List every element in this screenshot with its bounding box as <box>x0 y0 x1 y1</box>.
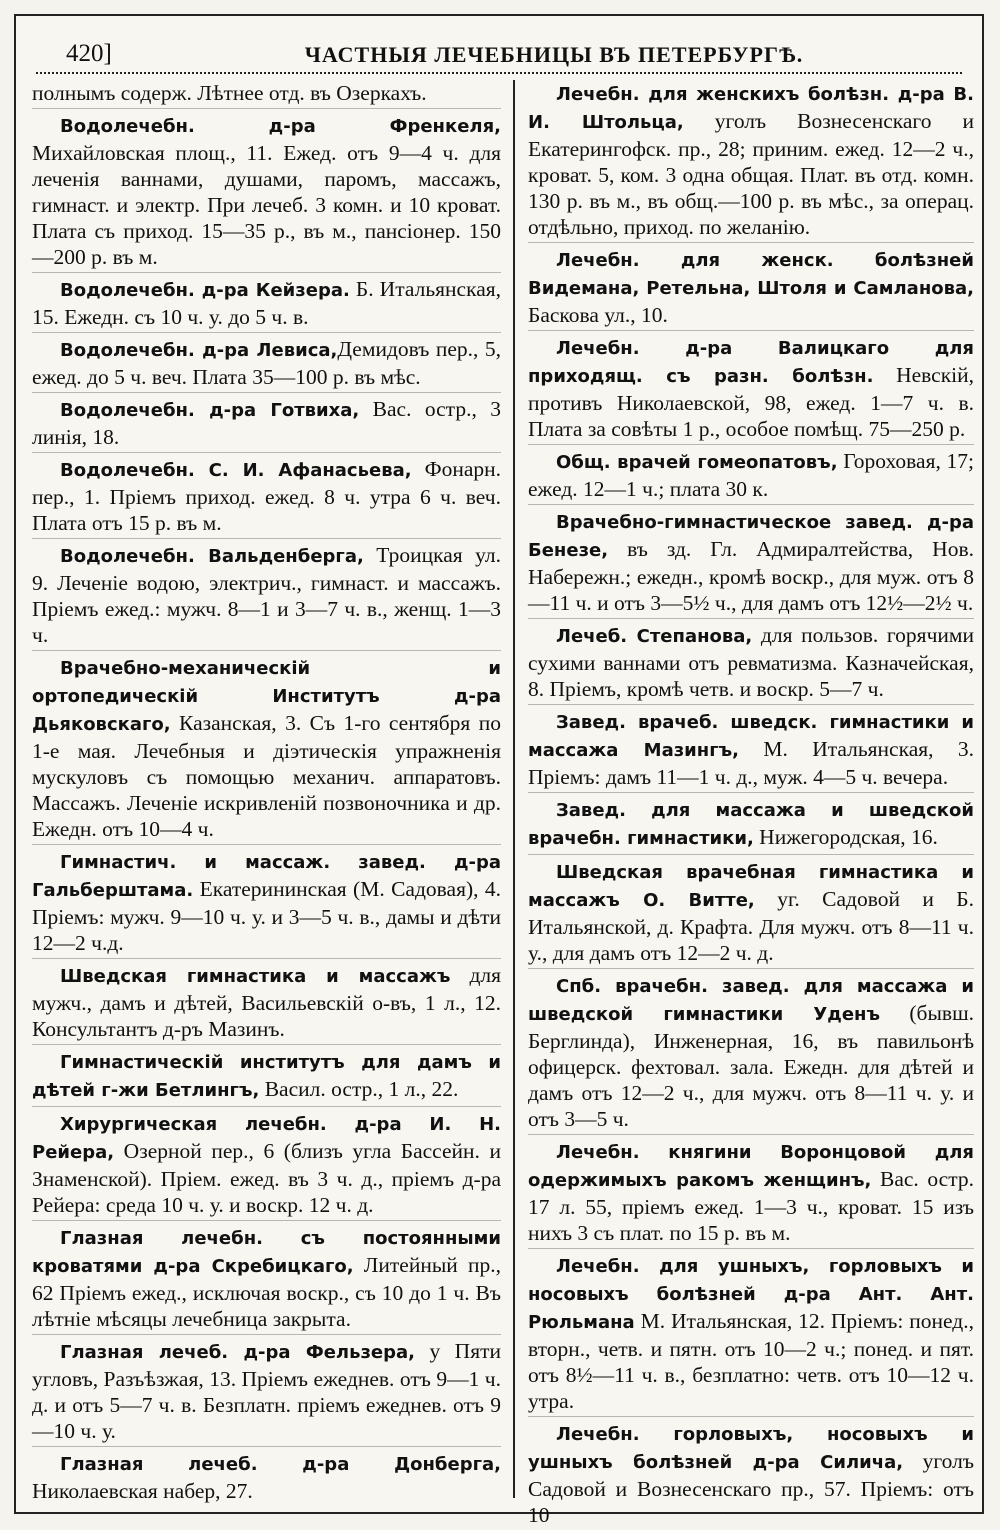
clinic-name: Лечебн. княгини Воронцовой для одержимыхъ ракомъ женщинъ, <box>528 1142 974 1191</box>
clinic-name: Водолечебн. д-ра Френкеля, <box>60 116 501 137</box>
listing-entry <box>528 972 974 1135</box>
clinic-details: Нижегородская, 16. <box>753 825 938 849</box>
clinic-details: для мужч., дамъ и дѣтей, Васильевскій о-въ, 1 л., 12. Консультантъ д-ръ Мазинъ. <box>32 963 501 1041</box>
listing-entry <box>528 334 974 445</box>
clinic-details: Невскій, противъ Николаевской, 98, ежед. 1—7 ч. в. Плата за совѣты 1 р., особое помѣщ. 75—250 р. <box>528 363 975 441</box>
clinic-name: Водолечебн. д-ра Кейзера. <box>60 280 350 301</box>
listing-entry <box>32 1224 501 1335</box>
clinic-name: Лечебн. для женскихъ болѣзн. д-ра В. И. Штольца, <box>528 84 974 133</box>
listing-entry <box>32 112 501 273</box>
clinic-name: Гимнастическій институтъ для дамъ и дѣтей г-жи Бетлингъ, <box>32 1052 501 1101</box>
column-divider <box>513 80 515 1498</box>
header-dotted-rule <box>36 72 962 74</box>
clinic-name: Шведская врачебная гимнастика и массажъ О. Витте, <box>528 862 974 911</box>
clinic-name: Водолечебн. д-ра Готвиха, <box>60 400 360 421</box>
listing-entry <box>32 1450 501 1506</box>
clinic-details: Фонарн. пер., 1. Пріемъ приход. ежед. 8 ч. утра 6 ч. веч. Плата отъ 15 р. въ м. <box>32 457 501 535</box>
clinic-details: уголъ Садовой и Вознесенскаго пр., 57. Пріемъ: отъ 10 <box>528 1449 974 1527</box>
clinic-details: Литейный пр., 62 Пріемъ ежед., исключая воскр., съ 10 до 1 ч. Въ лѣтніе мѣсяцы лечебница закрыта. <box>32 1253 501 1331</box>
clinic-name: Врачебно-механическій и ортопедическій Институтъ д-ра Дьяковскаго, <box>32 658 501 735</box>
listing-entry <box>32 654 501 845</box>
clinic-name: Общ. врачей гомеопатовъ, <box>556 452 838 473</box>
clinic-details: Баскова ул., 10. <box>528 303 668 327</box>
listing-entry <box>528 796 974 855</box>
right-column <box>524 80 975 1527</box>
left-column <box>32 80 507 1503</box>
listing-entry <box>528 508 974 619</box>
listing-entry <box>32 276 501 333</box>
listing-entry <box>32 542 501 651</box>
clinic-details: въ зд. Гл. Адмиралтейства, Нов. Набережн.; ежедн., кромѣ воскр., для муж. отъ 8—11 ч. и отъ 3—5½ ч., для дамъ отъ 12½—2½ ч. <box>528 537 974 615</box>
clinic-name: Гимнастич. и массаж. завед. д-ра Гальберштама. <box>32 852 501 901</box>
page-number: 420] <box>66 40 112 67</box>
running-head: ЧАСТНЫЯ ЛЕЧЕБНИЦЫ ВЪ ПЕТЕРБУРГѢ. <box>304 42 804 67</box>
listing-entry <box>528 1252 974 1417</box>
clinic-details: Васил. остр., 1 л., 22. <box>259 1077 459 1101</box>
clinic-name: Водолечебн. С. И. Афанасьева, <box>60 460 412 481</box>
listing-entry <box>32 1110 501 1221</box>
clinic-name: Лечебн. д-ра Валицкаго для приходящ. съ разн. болѣзн. <box>528 338 974 387</box>
listing-entry <box>32 396 501 453</box>
clinic-details: М. Итальянская, 12. Пріемъ: понед., вторн., четв. и пятн. отъ 10—2 ч.; понед. и пят. отъ 8½—11 ч. в., безплатно: четв. отъ 10—12 ч. утра. <box>528 1309 974 1413</box>
listing-entry <box>528 80 974 243</box>
clinic-name: Глазная лечеб. д-ра Донберга, <box>60 1454 501 1475</box>
listing-entry <box>528 708 974 793</box>
clinic-name: Шведская гимнастика и массажъ <box>60 966 451 987</box>
clinic-details: Гороховая, 17; ежед. 12—1 ч.; плата 30 к. <box>528 449 974 501</box>
clinic-details: (бывш. Берглинда), Инженерная, 16, въ павильонѣ офицерск. фехтовал. зала. Ежедн. для дѣтей и дамъ отъ 12—2 ч., для мужч. отъ 8—11 ч. у. и отъ 3—5 ч. <box>528 1001 974 1131</box>
listing-entry <box>32 1048 501 1107</box>
listing-entry <box>528 1420 974 1530</box>
listing-entry <box>32 80 501 109</box>
listing-entry <box>32 962 501 1045</box>
clinic-details: Казанская, 3. Съ 1-го сентября по 1-е мая. Лечебныя и діэтическія упражненія мускуловъ съ помощью механич. аппаратовъ. Массажъ. Леченіе искривленій позвоночника и др. Ежедн. отъ 10—4 ч. <box>32 711 501 841</box>
clinic-name: Водолечебн. Вальденберга, <box>60 546 364 567</box>
clinic-details: для пользов. горячими сухими ваннами отъ ревматизма. Казначейская, 8. Пріемъ, кромѣ четв. и воскр. 5—7 ч. <box>528 623 975 701</box>
clinic-name: Глазная лечеб. д-ра Фельзера, <box>60 1342 416 1363</box>
clinic-name: Врачебно-гимнастическое завед. д-ра Бенезе, <box>528 512 974 561</box>
clinic-name: Спб. врачебн. завед. для массажа и шведской гимнастики Уденъ <box>528 976 974 1025</box>
clinic-name: Лечебн. для женск. болѣзней Видемана, Ретельна, Штоля и Самланова, <box>528 250 974 299</box>
clinic-details: Озерной пер., 6 (близъ угла Бассейн. и Знаменской). Пріем. ежед. въ 3 ч. д., пріемъ д-ра Рейера: среда 10 ч. у. и воскр. 12 ч. д. <box>32 1139 501 1217</box>
clinic-details: Троицкая ул. 9. Леченіе водою, электрич., гимнаст. и массажъ. Пріемъ ежед.: мужч. 8—1 и 3—7 ч. в., женщ. 1—3 ч. <box>32 543 501 647</box>
book-page <box>14 14 984 1527</box>
page-header <box>36 36 962 76</box>
clinic-name: Хирургическая лечебн. д-ра И. Н. Рейера, <box>32 1114 501 1163</box>
clinic-name: Завед. врачеб. шведск. гимнастики и массажа Мазингъ, <box>528 712 974 761</box>
clinic-details: Б. Итальянская, 15. Ежедн. съ 10 ч. у. до 5 ч. в. <box>32 277 501 329</box>
clinic-details: Вас. остр., 3 линія, 18. <box>32 397 501 449</box>
clinic-details: уг. Садовой и Б. Итальянской, д. Крафта. Для мужч. отъ 8—11 ч. у., для дамъ отъ 12—2 ч. д. <box>528 887 975 965</box>
listing-entry <box>32 456 501 539</box>
listing-entry <box>32 848 501 959</box>
clinic-details: М. Итальянская, 3. Пріемъ: дамъ 11—1 ч. д., муж. 4—5 ч. вечера. <box>528 737 974 789</box>
listing-entry <box>528 1138 974 1249</box>
listing-entry <box>528 858 974 969</box>
clinic-details: уголъ Вознесенскаго и Екатерингофск. пр., 28; приним. ежед. 12—2 ч., кроват. 5, ком. 3 одна общая. Плат. въ отд. комн. 130 р. въ м., въ общ.—100 р. въ мѣс., за операц. отдѣльно, приход. по желанію. <box>528 109 974 239</box>
listing-entry <box>528 622 974 705</box>
clinic-details: Николаевская набер, 27. <box>32 1479 253 1503</box>
listing-entry <box>32 336 501 393</box>
clinic-details: у Пяти угловъ, Разъѣзжая, 13. Пріемъ ежеднев. отъ 9—1 ч. д. и отъ 5—7 ч. в. Безплатн. пріемъ ежеднев. отъ 9—10 ч. у. <box>32 1339 501 1443</box>
clinic-name: Лечеб. Степанова, <box>556 626 753 647</box>
clinic-name: Глазная лечебн. съ постоянными кроватями д-ра Скребицкаго, <box>32 1228 501 1277</box>
listing-entry <box>528 448 974 505</box>
clinic-name: Лечебн. горловыхъ, носовыхъ и ушныхъ болѣзней д-ра Силича, <box>528 1424 974 1473</box>
clinic-name: Лечебн. для ушныхъ, горловыхъ и носовыхъ болѣзней д-ра Ант. Ант. Рюльмана <box>528 1256 974 1333</box>
clinic-details: Михайловская площ., 11. Ежед. отъ 9—4 ч. для леченія ваннами, душами, паромъ, массажъ, гимнаст. и электр. При лечеб. 3 комн. и 10 кроват. Плата съ приход. 15—35 р., въ м., пансіонер. 150—200 р. въ м. <box>32 141 501 269</box>
clinic-details: Вас. остр. 17 л. 55, пріемъ ежед. 1—3 ч., кроват. 15 изъ нихъ 3 съ плат. по 15 р. въ м. <box>528 1167 974 1245</box>
clinic-name: Завед. для массажа и шведской врачебн. гимнастики, <box>528 800 974 849</box>
clinic-details: Екатерининская (М. Садовая), 4. Пріемъ: мужч. 9—10 ч. у. и 3—5 ч. в., дамы и дѣти 12—2 ч.д. <box>32 877 501 955</box>
listing-entry <box>528 246 974 331</box>
listing-entry <box>32 1338 501 1447</box>
clinic-name: Водолечебн. д-ра Левиса, <box>60 340 338 361</box>
clinic-details: Демидовъ пер., 5, ежед. до 5 ч. веч. Плата 35—100 р. въ мѣс. <box>32 337 501 389</box>
clinic-details: полнымъ содерж. Лѣтнее отд. въ Озеркахъ. <box>32 81 427 105</box>
